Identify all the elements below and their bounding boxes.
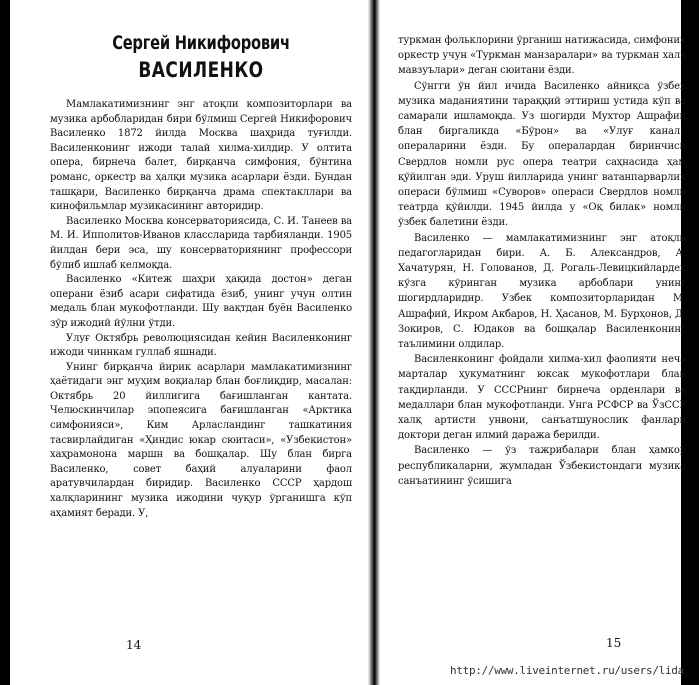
page-right (398, 0, 686, 685)
paragraph: Мамлакатимизнинг энг атоқли композиторлари ва музика арбобларидан бири бўлмиш Сергей Никифорович Василенко 1872 йилда Москва шаҳрида туғилди. Василенконинг ижоди талай хилма-хилдир. У олтита опера, бирнеча балет, бирқанча симфония, бўнтина романс, оркестр ва ҳалқи музика асарлари ёзди. Бундан ташқари, Василенко бирқанча драма спектакллари ва кинофильмлар музикасининг авторидир. (50, 99, 352, 213)
paragraph: Василенконинг фойдали хилма-хил фаолияти неча марталар ҳукуматнинг юксак мукофотлари блан тақдирланди. У СССРнинг бирнеча орденлари ва медаллари блан мукофотланди. Унга РСФСР ва ЎзССР халқ артисти унвони, санъатшунослик фанлари доктори деган илмий даража берилди. (398, 354, 686, 442)
paragraph: Василенко «Китеж шаҳри ҳақида достон» деган операни ёзиб асари сифатида ёзиб, унинг учун олтин медаль блан мукофотланди. Шу вақтдан буён Василенко зўр ижодий йўлни ўтди. (50, 274, 352, 329)
paragraph: Василенко — ўз тажрибалари блан ҳамкор республикаларни, жумладан Ўзбекистондаги музика санъатининг ўсишига (398, 445, 686, 487)
page-number-left: 14 (126, 638, 142, 652)
page-number-right: 15 (606, 636, 622, 650)
paragraph: Улуғ Октябрь революциясидан кейин Василенконинг ижоди чиннкам гуллаб яшнади. (50, 332, 352, 359)
right-page-text (398, 33, 686, 489)
title-name: Сергей Никифорович (112, 32, 290, 54)
page-left (50, 0, 352, 685)
watermark-url: http://www.liveinternet.ru/users/lida (450, 664, 684, 677)
paragraph: Унинг бирқанча йирик асарлари мамлакатимизнинг ҳаётидаги энг муҳим воқиалар блан боғлиқдир, масалан: Октябрь 20 йиллигига бағишланган кантата. Челюскинчилар эпопеясига бағишланган «Арктика симфонияси», Ким Арласландинг ташкатиния тасвирлайдиган «Ҳиндис юкар сюитаси», «Узбекистон» хаҳрамонона маршн ва бошқалар. Шу блан бирга Василенко, совет баҳий алуаларини фаол аратувчилардан биридир. Василенко СССР ҳардош халқларининг музика ижодини чуқур ўрганишга кўп аҳамият беради. У, (50, 361, 352, 519)
paragraph: Василенко Москва консерваториясида, С. И. Танеев ва М. И. Ипполитов-Иванов классларида тарбияланди. 1905 йилдан бери эса, шу консерваториянинг профессори бўлиб ишлаб келмоқда. (50, 215, 352, 271)
title-surname: ВАСИЛЕНКО (138, 58, 264, 82)
scan-edge-left (0, 0, 10, 685)
book-spread (10, 0, 686, 685)
paragraph: туркман фольклорини ўрганиш натижасида, симфоник оркестр учун «Туркман манзаралари» ва туркман халқ мавзуълари» деган сюитани ёзди. (398, 35, 686, 77)
paragraph: Сўнгги ўн йил ичида Василенко айниқса ўзбек музика маданиятини тараққий эттириш устида кўп ва самарали ишламоқда. Уз шогирди Мухтор Ашрафий блан биргаликда «Бўрон» ва «Улуғ канал» операларини ёзди. Бу опералардан биринчиси Свердлов номли рус опера театри саҳнасида ҳам қўйилган эди. Уруш йилларида унинг ватанпарварлик операси бўлмиш «Суворов» операси Свердлов номли театрда қўйилди. 1945 йилда у «Оқ билак» номли ўзбек балетини ёзди. (398, 80, 686, 229)
left-page-text (50, 98, 352, 521)
paragraph: Василенко — мамлакатимизнинг энг атоқли педагогларидан бири. А. Б. Александров, А. Хачатурян, Н. Голованов, Д. Рогаль-Левицкийлардек кўзга кўринган музика арбоблари унинг шогирдларидир. Узбек композиторларидан М. Ашрафий, Икром Акбаров, Н. Ҳасанов, М. Бурҳонов, Д. Зокиров, С. Юдаков ва бошқалар Василенконинг таълимини олдилар. (398, 232, 686, 351)
book-gutter (368, 0, 380, 685)
